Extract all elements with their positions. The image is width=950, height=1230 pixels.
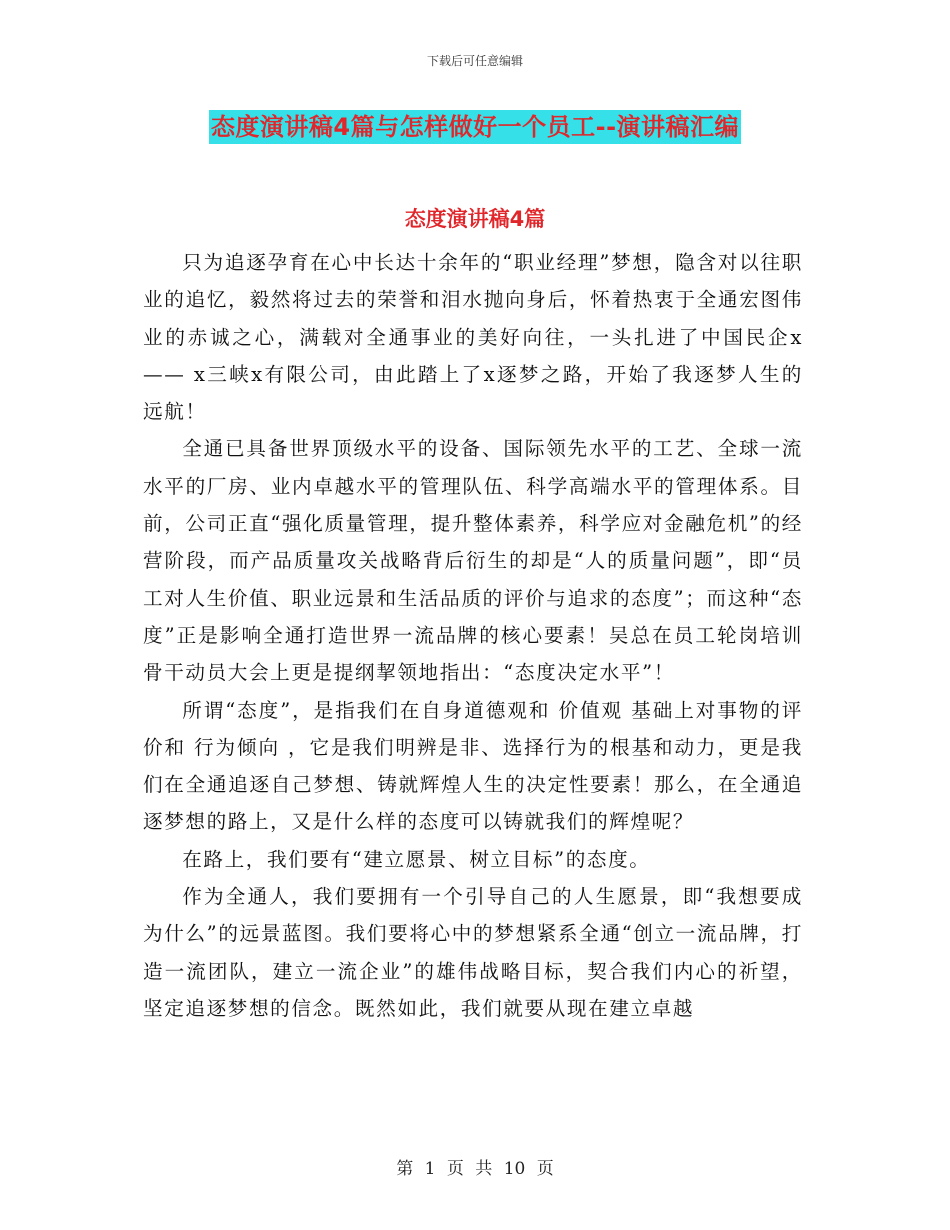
- main-title: 态度演讲稿4篇与怎样做好一个员工--演讲稿汇编: [209, 110, 741, 144]
- section-title: 态度演讲稿4篇: [404, 207, 546, 231]
- page-label-mid: 页: [446, 1159, 464, 1179]
- paragraph: 在路上，我们要有“建立愿景、树立目标”的态度。: [182, 847, 651, 871]
- page-label-suffix: 页: [536, 1159, 554, 1179]
- paragraph: 只为追逐孕育在心中长达十余年的“职业经理”梦想，隐含对以往职业的追忆，毅然将过去的荣誉和泪水抛向身后，怀着热衷于全通宏图伟业的赤诚之心，满载对全通事业的美好向往，一头扎进了中国民企x —— x三峡x有限公司，由此踏上了x逐梦之路，开始了我逐梦人生的远航！: [143, 251, 803, 424]
- paragraph: 所谓“态度”，是指我们在自身道德观和 价值观 基础上对事物的评价和 行为倾向 ，它是我们明辨是非、选择行为的根基和动力，更是我们在全通追逐自己梦想、铸就辉煌人生的决定性要素！那么，在全通追逐梦想的路上，又是什么样的态度可以铸就我们的辉煌呢？: [143, 698, 803, 834]
- page-number: 1: [424, 1159, 436, 1179]
- paragraph: 全通已具备世界顶级水平的设备、国际领先水平的工艺、全球一流水平的厂房、业内卓越水平的管理队伍、科学高端水平的管理体系。目前，公司正直“强化质量管理，提升整体素养，科学应对金融危机”的经营阶段，而产品质量攻关战略背后衍生的却是“人的质量问题”，即“员工对人生价值、职业远景和生活品质的评价与追求的态度”；而这种“态度”正是影响全通打造世界一流品牌的核心要素！吴总在员工轮岗培训骨干动员大会上更是提纲挈领地指出：“态度决定水平”！: [143, 437, 803, 685]
- total-pages: 10: [503, 1159, 526, 1179]
- page-label-prefix: 第: [396, 1159, 414, 1179]
- header-note: 下载后可任意编辑: [426, 54, 523, 68]
- page-footer: [0, 1154, 950, 1179]
- paragraph: 作为全通人，我们要拥有一个引导自己的人生愿景，即“我想要成为什么”的远景蓝图。我们要将心中的梦想紧系全通“创立一流品牌，打造一流团队，建立一流企业”的雄伟战略目标，契合我们内心的祈望，坚定追逐梦想的信念。既然如此，我们就要从现在建立卓越: [143, 885, 803, 1020]
- main-title-container: [0, 110, 950, 144]
- document-body: [143, 244, 803, 1027]
- total-label: 共: [475, 1159, 493, 1179]
